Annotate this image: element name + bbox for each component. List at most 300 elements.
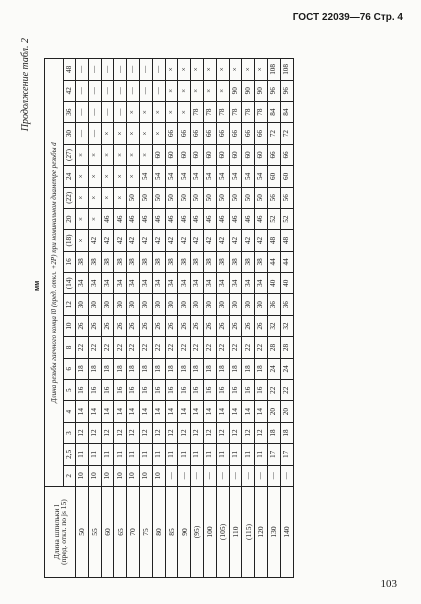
table-cell: 11 — [127, 444, 140, 465]
table-cell: 34 — [216, 273, 229, 294]
table-cell: 11 — [178, 444, 191, 465]
table-row — [88, 59, 101, 578]
table-row — [203, 59, 216, 578]
table-cell: 42 — [165, 230, 178, 251]
table-cell: 14 — [76, 401, 89, 422]
table-cell: 30 — [76, 294, 89, 315]
column-header: 16 — [64, 251, 76, 272]
table-cell: 50 — [203, 187, 216, 208]
table-cell: × — [191, 80, 204, 101]
table-cell: 14 — [165, 401, 178, 422]
table-cell: — — [114, 101, 127, 122]
table-cell: 38 — [165, 251, 178, 272]
column-header: 10 — [64, 315, 76, 336]
table-cell: 10 — [139, 465, 152, 486]
table-cell: 78 — [229, 101, 242, 122]
table-cell: 18 — [191, 358, 204, 379]
table-cell: 56 — [280, 187, 293, 208]
row-label: (115) — [242, 487, 255, 578]
table-cell: 22 — [139, 337, 152, 358]
table-row — [127, 59, 140, 578]
row-label: (95) — [191, 487, 204, 578]
table-cell: 66 — [242, 123, 255, 144]
table-cell: 18 — [216, 358, 229, 379]
table-row — [242, 59, 255, 578]
table-cell: 14 — [139, 401, 152, 422]
table-cell: 50 — [255, 187, 268, 208]
table-cell: 22 — [229, 337, 242, 358]
table-cell: 30 — [203, 294, 216, 315]
table-cell: 16 — [88, 380, 101, 401]
table-cell: — — [76, 59, 89, 80]
table-cell: 90 — [255, 80, 268, 101]
table-cell: — — [127, 80, 140, 101]
table-cell: 14 — [255, 401, 268, 422]
table-row — [229, 59, 242, 578]
table-cell: 11 — [229, 444, 242, 465]
table-cell: × — [178, 101, 191, 122]
table-cell: × — [127, 101, 140, 122]
row-label: 65 — [114, 487, 127, 578]
table-cell: 60 — [242, 144, 255, 165]
table-cell: 46 — [101, 208, 114, 229]
table-cell: 26 — [216, 315, 229, 336]
table-cell: 42 — [101, 230, 114, 251]
table-cell: 18 — [101, 358, 114, 379]
table-cell: × — [101, 166, 114, 187]
table-cell: 16 — [101, 380, 114, 401]
table-cell: 38 — [76, 251, 89, 272]
table-cell: × — [101, 144, 114, 165]
table-cell: 18 — [267, 422, 280, 443]
table-cell: 12 — [255, 422, 268, 443]
table-cell: 50 — [165, 187, 178, 208]
table-row — [165, 59, 178, 578]
table-cell: 78 — [242, 101, 255, 122]
table-cell: 54 — [178, 166, 191, 187]
table-cell: 34 — [178, 273, 191, 294]
table-cell: 54 — [139, 166, 152, 187]
table-cell: 11 — [114, 444, 127, 465]
table-cell: 34 — [76, 273, 89, 294]
table-cell: 18 — [127, 358, 140, 379]
table-cell: 11 — [165, 444, 178, 465]
table-cell: 108 — [280, 59, 293, 80]
table-cell: 60 — [203, 144, 216, 165]
table-cell: 12 — [127, 422, 140, 443]
table-cell: 26 — [139, 315, 152, 336]
table-cell: 46 — [152, 208, 165, 229]
table-cell: 54 — [216, 166, 229, 187]
table-cell: 42 — [191, 230, 204, 251]
page-header: ГОСТ 22039—76 Стр. 4 — [292, 12, 403, 23]
table-cell: 78 — [203, 101, 216, 122]
table-cell: — — [88, 101, 101, 122]
table-cell: 18 — [139, 358, 152, 379]
table-cell: — — [88, 59, 101, 80]
table-cell: 46 — [242, 208, 255, 229]
table-cell: × — [139, 101, 152, 122]
table-cell: — — [242, 465, 255, 486]
table-cell: 26 — [229, 315, 242, 336]
table-cell: 30 — [127, 294, 140, 315]
row-label: 120 — [255, 487, 268, 578]
table-cell: 16 — [178, 380, 191, 401]
table-cell: 12 — [191, 422, 204, 443]
table-cell: 42 — [203, 230, 216, 251]
row-label: 130 — [267, 487, 280, 578]
table-cell: 54 — [203, 166, 216, 187]
table-cell: — — [152, 80, 165, 101]
table-cell: × — [191, 59, 204, 80]
table-cell: 11 — [76, 444, 89, 465]
table-cell: 50 — [216, 187, 229, 208]
table-cell: 60 — [255, 144, 268, 165]
table-cell: 12 — [114, 422, 127, 443]
table-cell: 60 — [229, 144, 242, 165]
table-cell: 34 — [127, 273, 140, 294]
table-cell: 22 — [267, 380, 280, 401]
table-cell: 16 — [76, 380, 89, 401]
row-label: 50 — [76, 487, 89, 578]
table-cell: 72 — [267, 123, 280, 144]
table-cell: 10 — [88, 465, 101, 486]
table-cell: 11 — [242, 444, 255, 465]
table-cell: × — [178, 59, 191, 80]
table-cell: 11 — [191, 444, 204, 465]
table-cell: — — [139, 80, 152, 101]
table-cell: 14 — [191, 401, 204, 422]
table-cell: 26 — [114, 315, 127, 336]
table-cell: × — [76, 208, 89, 229]
table-cell: 12 — [242, 422, 255, 443]
table-cell: 46 — [114, 208, 127, 229]
table-cell: 38 — [255, 251, 268, 272]
table-row — [152, 59, 165, 578]
table-row — [114, 59, 127, 578]
table-cell: 26 — [178, 315, 191, 336]
column-header: (14) — [64, 273, 76, 294]
table-cell: 34 — [229, 273, 242, 294]
table-cell: 18 — [229, 358, 242, 379]
table-cell: 66 — [191, 123, 204, 144]
table-cell: 18 — [114, 358, 127, 379]
table-cell: 46 — [191, 208, 204, 229]
table-cell: — — [101, 59, 114, 80]
table-cell: × — [127, 166, 140, 187]
row-label: 90 — [178, 487, 191, 578]
table-cell: 16 — [255, 380, 268, 401]
table-cell: 22 — [255, 337, 268, 358]
table-cell: 38 — [203, 251, 216, 272]
table-cell: — — [139, 59, 152, 80]
table-cell: 16 — [216, 380, 229, 401]
table-cell: 50 — [191, 187, 204, 208]
table-row — [101, 59, 114, 578]
table-cell: 34 — [165, 273, 178, 294]
table-cell: 18 — [88, 358, 101, 379]
table-cell: 16 — [139, 380, 152, 401]
table-cell: 22 — [191, 337, 204, 358]
table-cell: — — [101, 101, 114, 122]
table-cell: 66 — [165, 123, 178, 144]
table-cell: 14 — [203, 401, 216, 422]
table-cell: — — [229, 465, 242, 486]
column-header: 5 — [64, 380, 76, 401]
table-cell: 30 — [114, 294, 127, 315]
table-cell: 46 — [139, 208, 152, 229]
table-cell: 12 — [203, 422, 216, 443]
table-cell: 50 — [139, 187, 152, 208]
table-cell: 46 — [178, 208, 191, 229]
table-cell: 16 — [165, 380, 178, 401]
table-cell: 26 — [127, 315, 140, 336]
table-cell: 18 — [255, 358, 268, 379]
table-cell: 22 — [280, 380, 293, 401]
table-cell: 42 — [139, 230, 152, 251]
table-body — [76, 59, 294, 578]
table-cell: 38 — [216, 251, 229, 272]
row-label: 140 — [280, 487, 293, 578]
table-cell: 78 — [255, 101, 268, 122]
table-cell: 14 — [216, 401, 229, 422]
table-cell: 11 — [216, 444, 229, 465]
table-cell: 11 — [88, 444, 101, 465]
table-cell: 22 — [203, 337, 216, 358]
table-continuation-label: Продолжение табл. 2 — [20, 38, 31, 132]
table-cell: 30 — [216, 294, 229, 315]
table-cell: × — [114, 187, 127, 208]
table-cell: 22 — [152, 337, 165, 358]
table-cell: — — [88, 123, 101, 144]
table-row — [76, 59, 89, 578]
table-cell: 84 — [280, 101, 293, 122]
table-cell: 46 — [229, 208, 242, 229]
column-header: 20 — [64, 208, 76, 229]
table-cell: 11 — [255, 444, 268, 465]
table-cell: 36 — [267, 294, 280, 315]
table-cell: × — [88, 208, 101, 229]
table-cell: 60 — [152, 144, 165, 165]
table-cell: 12 — [88, 422, 101, 443]
table-cell: × — [88, 166, 101, 187]
table-cell: 34 — [101, 273, 114, 294]
table-cell: 14 — [127, 401, 140, 422]
table-cell: — — [76, 80, 89, 101]
table-cell: 56 — [267, 187, 280, 208]
table-cell: 16 — [203, 380, 216, 401]
table-cell: × — [101, 123, 114, 144]
row-label: (105) — [216, 487, 229, 578]
table-cell: × — [165, 101, 178, 122]
table-cell: 36 — [280, 294, 293, 315]
table-cell: 14 — [88, 401, 101, 422]
table-cell: 14 — [152, 401, 165, 422]
table-cell: 26 — [165, 315, 178, 336]
table-cell: 10 — [114, 465, 127, 486]
table-cell: 42 — [255, 230, 268, 251]
row-label: 60 — [101, 487, 114, 578]
table-cell: 14 — [101, 401, 114, 422]
table-row — [216, 59, 229, 578]
table-cell: 42 — [88, 230, 101, 251]
table-cell: 38 — [152, 251, 165, 272]
table-cell: 78 — [216, 101, 229, 122]
table-cell: 32 — [280, 315, 293, 336]
table-cell: — — [255, 465, 268, 486]
thread-length-table — [44, 58, 294, 578]
table-cell: 48 — [267, 230, 280, 251]
table-cell: 66 — [280, 144, 293, 165]
table-cell: 66 — [216, 123, 229, 144]
table-cell: 42 — [216, 230, 229, 251]
table-cell: 26 — [255, 315, 268, 336]
table-cell: × — [152, 123, 165, 144]
table-cell: 38 — [229, 251, 242, 272]
table-cell: 60 — [280, 166, 293, 187]
table-cell: 50 — [127, 187, 140, 208]
table-cell: 26 — [242, 315, 255, 336]
table-cell: 30 — [255, 294, 268, 315]
table-cell: 34 — [88, 273, 101, 294]
table-row — [178, 59, 191, 578]
row-label: 85 — [165, 487, 178, 578]
table-cell: 16 — [242, 380, 255, 401]
table-cell: 54 — [242, 166, 255, 187]
table-cell: 54 — [255, 166, 268, 187]
table-cell: 44 — [280, 251, 293, 272]
table-cell: 22 — [76, 337, 89, 358]
table-cell: × — [216, 59, 229, 80]
table-cell: 12 — [216, 422, 229, 443]
table-cell: 24 — [267, 358, 280, 379]
table-cell: 42 — [127, 230, 140, 251]
table-cell: 26 — [152, 315, 165, 336]
column-header: 24 — [64, 166, 76, 187]
table-cell: × — [203, 80, 216, 101]
column-header: 2,5 — [64, 444, 76, 465]
table-cell: × — [101, 187, 114, 208]
table-cell: 11 — [152, 444, 165, 465]
table-cell: 84 — [267, 101, 280, 122]
table-cell: 30 — [88, 294, 101, 315]
table-cell: 96 — [267, 80, 280, 101]
table-cell: 30 — [139, 294, 152, 315]
table-cell: 54 — [191, 166, 204, 187]
table-cell: 16 — [191, 380, 204, 401]
table-cell: 48 — [280, 230, 293, 251]
table-cell: — — [114, 80, 127, 101]
table-cell: × — [76, 166, 89, 187]
table-cell: 34 — [139, 273, 152, 294]
table-row — [191, 59, 204, 578]
row-header-title: Длина шпильки l (пред. откл. по js 15) — [45, 487, 76, 578]
table-cell: 32 — [267, 315, 280, 336]
table-cell: 18 — [76, 358, 89, 379]
table-cell: 66 — [229, 123, 242, 144]
table-row — [267, 59, 280, 578]
table-cell: 46 — [255, 208, 268, 229]
table-cell: × — [216, 80, 229, 101]
table-cell: × — [88, 144, 101, 165]
table-cell: 96 — [280, 80, 293, 101]
table-cell: 46 — [165, 208, 178, 229]
table-cell: 60 — [216, 144, 229, 165]
table-cell: × — [88, 187, 101, 208]
table-cell: — — [280, 465, 293, 486]
table-cell: × — [229, 59, 242, 80]
table-cell: 44 — [267, 251, 280, 272]
table-cell: — — [114, 59, 127, 80]
table-cell: 72 — [280, 123, 293, 144]
table-cell: 22 — [101, 337, 114, 358]
table-cell: 66 — [255, 123, 268, 144]
table-cell: — — [191, 465, 204, 486]
table-cell: 42 — [229, 230, 242, 251]
table-cell: 12 — [76, 422, 89, 443]
table-cell: 34 — [255, 273, 268, 294]
table-cell: 22 — [88, 337, 101, 358]
table-cell: 34 — [114, 273, 127, 294]
table-cell: 60 — [267, 166, 280, 187]
table-cell: — — [267, 465, 280, 486]
table-cell: 12 — [165, 422, 178, 443]
column-header: 48 — [64, 59, 76, 80]
table-cell: 38 — [101, 251, 114, 272]
table-cell: 60 — [178, 144, 191, 165]
table-cell: 52 — [267, 208, 280, 229]
column-header: 12 — [64, 294, 76, 315]
table-cell: — — [127, 59, 140, 80]
row-label: 75 — [139, 487, 152, 578]
table-cell: 17 — [267, 444, 280, 465]
table-cell: 34 — [203, 273, 216, 294]
table-cell: 38 — [242, 251, 255, 272]
row-label: 80 — [152, 487, 165, 578]
table-cell: 18 — [152, 358, 165, 379]
table-cell: 22 — [165, 337, 178, 358]
table-cell: 14 — [178, 401, 191, 422]
table-cell: 12 — [139, 422, 152, 443]
table-cell: × — [76, 230, 89, 251]
table-cell: 26 — [203, 315, 216, 336]
table-cell: 50 — [152, 187, 165, 208]
column-header: (22) — [64, 187, 76, 208]
table-cell: 66 — [267, 144, 280, 165]
table-cell: 30 — [101, 294, 114, 315]
table-cell: × — [255, 59, 268, 80]
table-cell: — — [178, 465, 191, 486]
table-cell: 78 — [191, 101, 204, 122]
table-row — [280, 59, 293, 578]
row-label: 110 — [229, 487, 242, 578]
table-cell: 28 — [280, 337, 293, 358]
table-cell: 54 — [229, 166, 242, 187]
table-cell: — — [216, 465, 229, 486]
table-cell: × — [165, 80, 178, 101]
table-cell: 18 — [203, 358, 216, 379]
page-number: 103 — [380, 578, 397, 590]
table-cell: 50 — [178, 187, 191, 208]
table-cell: 46 — [216, 208, 229, 229]
table-cell: × — [127, 144, 140, 165]
table-cell: 46 — [127, 208, 140, 229]
table-cell: 54 — [152, 166, 165, 187]
column-header: 4 — [64, 401, 76, 422]
table-cell: × — [139, 144, 152, 165]
column-header: 2 — [64, 465, 76, 486]
table-cell: — — [165, 465, 178, 486]
